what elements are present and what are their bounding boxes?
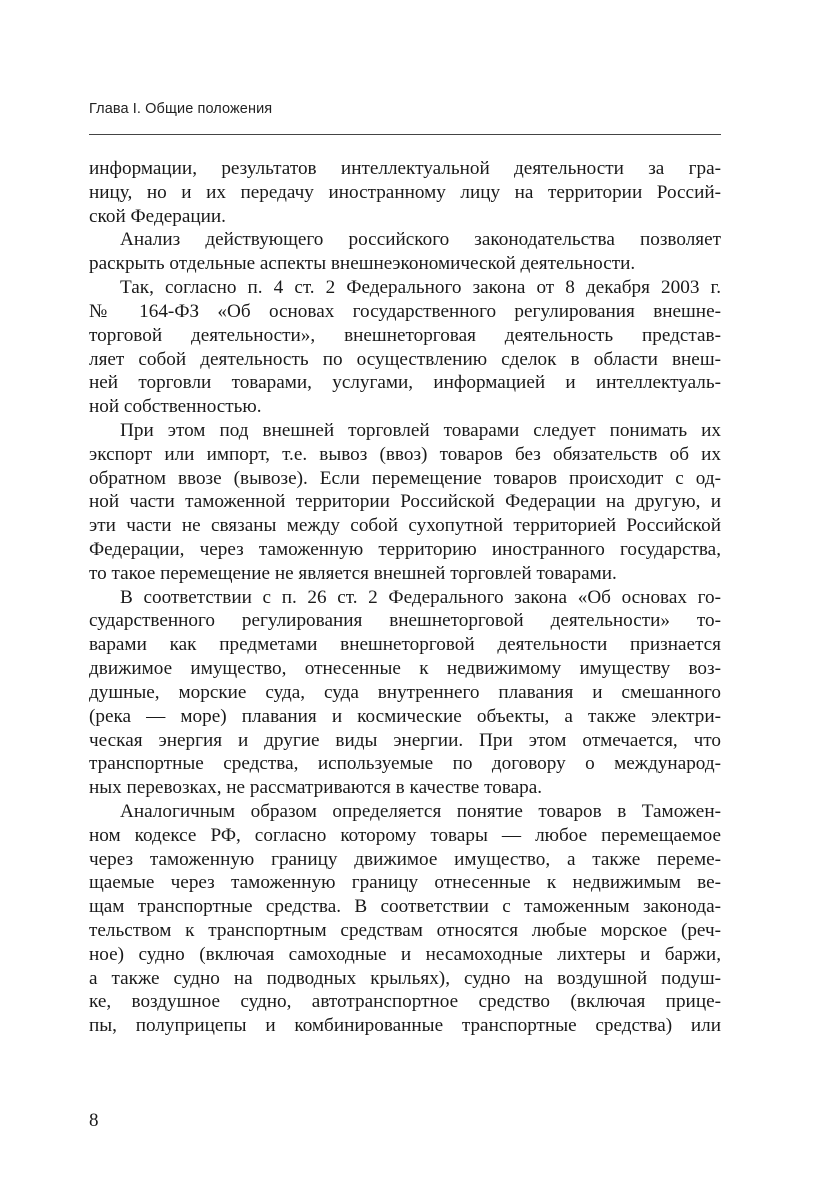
text-line: ной собственностью. xyxy=(89,396,262,418)
header-rule xyxy=(89,134,721,135)
text-line: щаемые через таможенную границу отнесенные к недвижимым ве- xyxy=(89,872,721,894)
paragraph xyxy=(89,586,721,800)
text-line: щам транспортные средства. В соответствии с таможенным законода- xyxy=(89,896,721,918)
text-line: а также судно на подводных крыльях), судно на воздушной подуш- xyxy=(89,967,721,989)
text-line: движимое имущество, отнесенные к недвижимому имуществу воз- xyxy=(89,658,721,680)
text-line: обратном ввозе (вывозе). Если перемещение товаров происходит с од- xyxy=(89,467,721,489)
text-line: (река — море) плавания и космические объекты, а также электри- xyxy=(89,705,721,727)
text-line: пы, полуприцепы и комбинированные транспортные средства) или xyxy=(89,1015,721,1037)
text-line: торговой деятельности», внешнеторговая деятельность представ- xyxy=(89,324,721,346)
body-text xyxy=(89,157,721,1038)
text-line: Федерации, через таможенную территорию иностранного государства, xyxy=(89,539,721,560)
text-line: При этом под внешней торговлей товарами следует понимать их xyxy=(120,419,721,441)
text-line: то такое перемещение не является внешней торговлей товарами. xyxy=(89,562,617,584)
text-line: № 164-ФЗ «Об основах государственного регулирования внешне- xyxy=(89,300,721,322)
text-line: Аналогичным образом определяется понятие товаров в Таможен- xyxy=(120,800,721,822)
text-line: раскрыть отдельные аспекты внешнеэкономической деятельности. xyxy=(89,253,636,275)
text-line: экспорт или импорт, т.е. вывоз (ввоз) товаров без обязательств об их xyxy=(89,443,721,465)
text-line: эти части не связаны между собой сухопутной территорией Российской xyxy=(89,515,721,537)
text-line: сударственного регулирования внешнеторговой деятельности» то- xyxy=(89,610,721,632)
text-line: ницу, но и их передачу иностранному лицу на территории Россий- xyxy=(89,181,721,203)
paragraph xyxy=(89,419,721,586)
text-line: В соответствии с п. 26 ст. 2 Федерального закона «Об основах го- xyxy=(120,586,721,608)
text-line: ном кодексе РФ, согласно которому товары — любое перемещаемое xyxy=(89,824,721,846)
text-line: транспортные средства, используемые по договору о международ- xyxy=(89,753,721,775)
text-line: ное) судно (включая самоходные и несамоходные лихтеры и баржи, xyxy=(89,943,721,965)
text-line: ных перевозках, не рассматриваются в качестве товара. xyxy=(89,777,543,799)
paragraph xyxy=(89,800,721,1038)
text-line: душные, морские суда, суда внутреннего плавания и смешанного xyxy=(89,681,721,703)
text-line: ческая энергия и другие виды энергии. При этом отмечается, что xyxy=(89,729,721,751)
text-line: Так, согласно п. 4 ст. 2 Федерального закона от 8 декабря 2003 г. xyxy=(120,277,721,299)
paragraph xyxy=(89,228,721,276)
text-line: ке, воздушное судно, автотранспортное средство (включая прице- xyxy=(89,991,721,1013)
text-line: ляет собой деятельность по осуществлению сделок в области внеш- xyxy=(89,348,721,370)
paragraph xyxy=(89,276,721,419)
text-line: тельством к транспортным средствам относятся любые морское (реч- xyxy=(89,920,721,941)
text-line: ней торговли товарами, услугами, информацией и интеллектуаль- xyxy=(89,372,721,394)
text-line: ной части таможенной территории Российской Федерации на другую, и xyxy=(89,491,721,513)
page-number: 8 xyxy=(89,1110,99,1131)
text-line: Анализ действующего российского законодательства позволяет xyxy=(120,229,721,251)
text-line: варами как предметами внешнеторговой деятельности признается xyxy=(89,634,721,656)
text-line: ской Федерации. xyxy=(89,205,226,227)
text-line: информации, результатов интеллектуальной деятельности за гра- xyxy=(89,158,721,179)
text-line: через таможенную границу движимое имущество, а также переме- xyxy=(89,848,721,870)
paragraph xyxy=(89,157,721,228)
running-header: Глава I. Общие положения xyxy=(89,101,273,117)
